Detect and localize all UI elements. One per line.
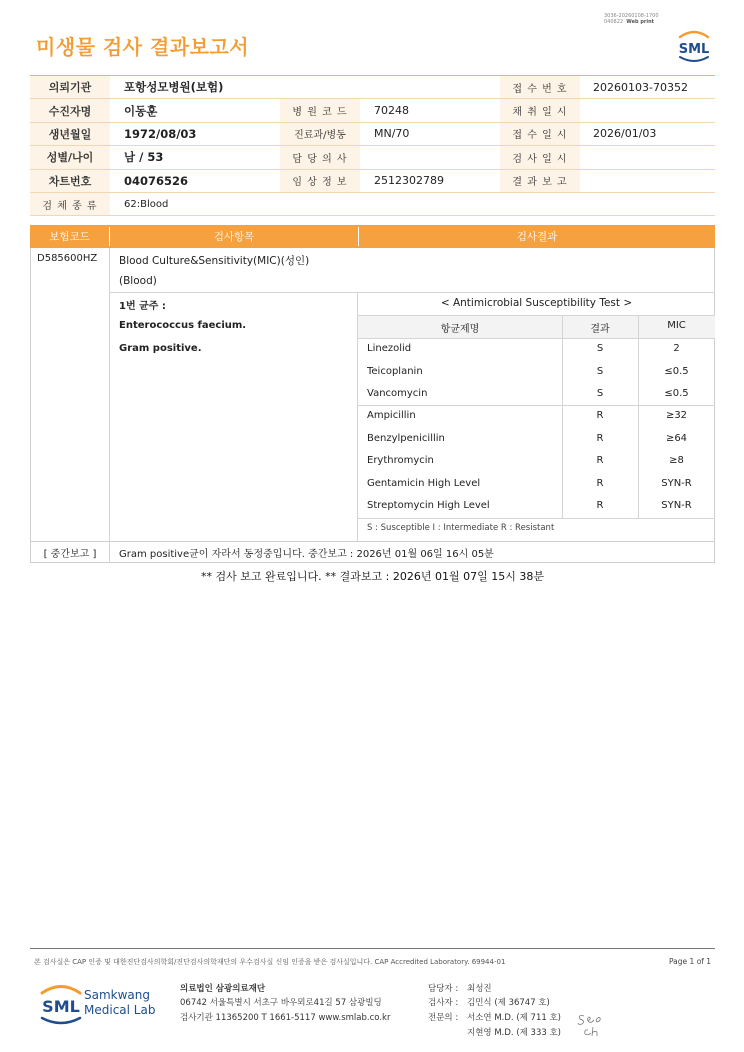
test-date <box>583 146 713 168</box>
org-name: 의료법인 삼광의료재단 <box>180 984 266 994</box>
ast-result: S <box>596 343 604 354</box>
doctor <box>364 146 494 168</box>
expert-name-2: 지현영 M.D. (제 333 호) <box>467 1028 562 1038</box>
ast-result: S <box>596 388 604 399</box>
test-item-name: Blood Culture&Sensitivity(MIC)(성인) <box>119 255 310 267</box>
signature <box>574 1008 610 1040</box>
clinical-info: 2512302789 <box>374 174 444 188</box>
ast-drug-name: Erythromycin <box>367 455 434 466</box>
ast-mic: ≥32 <box>665 410 688 421</box>
label-test-date: 검 사 일 시 <box>500 146 580 168</box>
sml-logo <box>674 27 714 63</box>
label-doctor: 담 당 의 사 <box>280 146 360 168</box>
expert-name-1: 서소연 M.D. (제 711 호) <box>467 1013 562 1023</box>
ast-result: S <box>596 366 604 377</box>
ast-col-result: 결과 <box>590 324 610 335</box>
label-request-institution: 의뢰기관 <box>30 76 110 98</box>
ast-mic: ≥8 <box>669 455 684 466</box>
ast-legend: S : Susceptible I : Intermediate R : Resistant <box>367 523 555 533</box>
brand-line1: Samkwang <box>84 988 150 1002</box>
strain-label: 1번 균주 : <box>119 301 166 312</box>
staff-name: 최성진 <box>467 984 492 994</box>
page-number: Page 1 of 1 <box>669 957 712 966</box>
header-insurance-code: 보험코드 <box>49 231 90 243</box>
tester-name: 김민식 (제 36747 호) <box>467 998 550 1008</box>
header-test-item: 검사항목 <box>213 231 255 243</box>
ast-result: R <box>596 455 604 466</box>
collection-date <box>583 99 713 121</box>
registration-number: 20260103-70352 <box>593 80 688 94</box>
results-divider <box>109 292 715 293</box>
results-header <box>30 225 715 248</box>
ast-col-mic: MIC <box>667 320 686 331</box>
ast-mic: ≥64 <box>665 433 688 444</box>
ast-title: < Antimicrobial Susceptibility Test > <box>440 297 633 309</box>
label-sex-age: 성별/나이 <box>30 146 110 168</box>
brand-line2: Medical Lab <box>84 1003 156 1017</box>
page-title: 미생물 검사 결과보고서 <box>36 35 250 59</box>
birth-date: 1972/08/03 <box>124 126 197 141</box>
label-chart-number: 차트번호 <box>30 170 110 192</box>
org-contact: 검사기관 11365200 T 1661-5117 www.smlab.co.kr <box>180 1013 391 1023</box>
recipient-name: 이동훈 <box>124 103 158 118</box>
ast-drug-name: Teicoplanin <box>367 366 423 377</box>
sex-age: 남 / 53 <box>124 150 164 165</box>
organism-name: Enterococcus faecium. <box>119 320 247 331</box>
header-test-result: 검사결과 <box>516 231 558 243</box>
info-row-2 <box>30 99 715 122</box>
ast-drug-name: Gentamicin High Level <box>367 478 481 489</box>
org-address: 06742 서울특별시 서초구 바우뫼로41길 57 삼광빌딩 <box>180 998 382 1008</box>
chart-number: 04076526 <box>124 173 189 188</box>
ast-result: R <box>596 478 604 489</box>
label-recipient: 수진자명 <box>30 99 110 121</box>
gram-stain: Gram positive. <box>119 343 202 354</box>
label-receipt-date: 접 수 일 시 <box>500 123 580 145</box>
info-row-6 <box>30 193 715 216</box>
ast-drug-name: Ampicillin <box>367 410 416 421</box>
label-clinical-info: 임 상 정 보 <box>280 170 360 192</box>
staff-label: 담당자 : <box>428 984 459 994</box>
cap-note: 본 검사실은 CAP 인증 및 대한진단검사의학회/진단검사의학재단의 우수검사실 신임 인증을 받은 검사실입니다. CAP Accredited Laboratory. 69944-01 <box>34 958 506 966</box>
ast-result: R <box>596 433 604 444</box>
info-row-4 <box>30 146 715 169</box>
request-institution: 포항성모병원(보험) <box>124 80 224 95</box>
label-specimen: 검 체 종 류 <box>30 193 110 215</box>
ast-drug-name: Linezolid <box>367 343 412 354</box>
label-registration-number: 접 수 번 호 <box>500 76 580 98</box>
department: MN/70 <box>374 127 410 141</box>
label-report-date: 결 과 보 고 <box>500 170 580 192</box>
ast-mic: SYN-R <box>661 478 692 489</box>
info-row-5 <box>30 170 715 193</box>
ast-divider <box>357 338 715 339</box>
ast-result: R <box>596 500 604 511</box>
expert-label: 전문의 : <box>428 1013 459 1023</box>
ast-mic: 2 <box>673 343 680 354</box>
specimen: 62:Blood <box>124 198 169 210</box>
ast-result: R <box>596 410 604 421</box>
insurance-code: D585600HZ <box>37 253 98 264</box>
patient-info-table <box>30 75 715 216</box>
ast-divider <box>357 405 715 406</box>
interim-text: Gram positive균이 자라서 동정중입니다. 중간보고 : 2026년 01월 06일 16시 05분 <box>119 549 494 560</box>
label-birth-date: 생년월일 <box>30 123 110 145</box>
footer-divider <box>30 948 715 949</box>
ast-col-drug: 항균제명 <box>440 324 480 335</box>
tester-label: 검사자 : <box>428 998 459 1008</box>
test-item-specimen: (Blood) <box>119 275 157 287</box>
sml-footer-logo <box>36 980 86 1026</box>
svg-text:SML: SML <box>678 42 710 57</box>
ast-divider <box>357 518 715 519</box>
ast-drug-name: Vancomycin <box>367 388 428 399</box>
hospital-code: 70248 <box>374 104 409 118</box>
label-collection-date: 채 취 일 시 <box>500 99 580 121</box>
document-code-line2: 040822 <box>604 19 624 25</box>
label-department: 진료과/병동 <box>280 123 360 145</box>
ast-mic: ≤0.5 <box>664 366 689 377</box>
ast-drug-name: Benzylpenicillin <box>367 433 445 444</box>
ast-mic: SYN-R <box>661 500 692 511</box>
web-print-label: Web print <box>626 19 655 25</box>
ast-mic: ≤0.5 <box>664 388 689 399</box>
interim-label: [ 중간보고 ] <box>43 549 97 560</box>
report-date <box>583 170 713 192</box>
label-hospital-code: 병 원 코 드 <box>280 99 360 121</box>
document-code <box>604 13 659 25</box>
ast-drug-name: Streptomycin High Level <box>367 500 490 511</box>
info-row-3 <box>30 123 715 146</box>
document-code-line1: 3036-20260108-1700 <box>604 13 659 19</box>
svg-text:SML: SML <box>42 997 80 1016</box>
final-report-text: ** 검사 보고 완료입니다. ** 결과보고 : 2026년 01월 07일 15시 38분 <box>201 570 544 583</box>
info-row-1 <box>30 76 715 99</box>
receipt-date: 2026/01/03 <box>593 127 657 141</box>
